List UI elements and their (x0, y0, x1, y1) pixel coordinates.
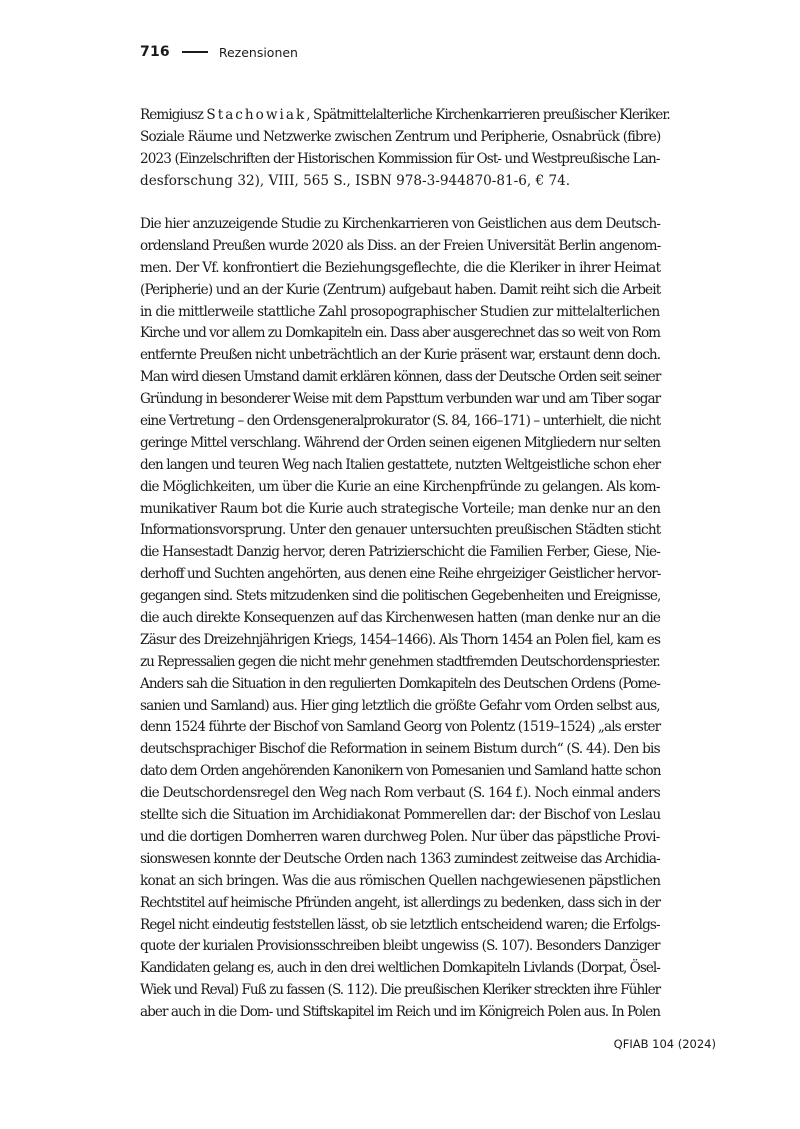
body-line: Gründung in besonderer Weise mit dem Papsttum verbunden war und am Tiber sogar (140, 391, 661, 408)
citation-text: , Spätmittelalterliche Kirchenkarrieren preußischer Kleriker. (306, 107, 670, 123)
section-label: Rezensionen (218, 44, 298, 60)
body-line: Anders sah die Situation in den regulierten Domkapiteln des Deutschen Ordens (Pome- (140, 675, 660, 692)
body-line: zu Repressalien gegen die nicht mehr genehmen stadtfremden Deutschordenspriester. (140, 653, 660, 670)
body-line: entfernte Preußen nicht unbeträchtlich an der Kurie präsent war, erstaunt denn doch. (140, 347, 661, 364)
body-line: gegangen sind. Stets mitzudenken sind die politischen Gegebenheiten und Ereignisse, (140, 588, 661, 605)
body-line: Informationsvorsprung. Unter den genauer untersuchten preußischen Städten sticht (140, 522, 661, 539)
running-head (140, 44, 298, 60)
body-line: stellte sich die Situation im Archidiakonat Pommerellen dar: der Bischof von Leslau (140, 807, 661, 824)
header-rule (182, 51, 208, 53)
body-line: Rechtstitel auf heimische Pfründen angeht, ist allerdings zu bedenken, dass sich in der (140, 894, 661, 911)
body-line: und die dortigen Domherren waren durchweg Polen. Nur über das päpstliche Provi- (140, 828, 660, 845)
body-line: die auch direkte Konsequenzen auf das Kirchenwesen hatten (man denke nur an die (140, 610, 661, 627)
body-line: denn 1524 führte der Bischof von Samland Georg von Polentz (1519–1524) „als erster (140, 719, 661, 736)
body-line: quote der kurialen Provisionsschreiben bleibt ungewiss (S. 107). Besonders Danziger (140, 938, 660, 955)
body-line: die Deutschordensregel den Weg nach Rom verbaut (S. 164 f.). Noch einmal anders (140, 785, 661, 802)
citation-line: desforschung 32), VIII, 565 S., ISBN 978-3-944870-81-6, € 74. (140, 172, 571, 189)
body-line: Kandidaten gelang es, auch in den drei weltlichen Domkapiteln Livlands (Dorpat, Ösel- (140, 960, 660, 977)
body-line: derhoff und Suchten angehörten, aus denen eine Reihe ehrgeiziger Geistlicher hervor- (140, 566, 661, 583)
body-line: Kirche und vor allem zu Domkapiteln ein. Dass aber ausgerechnet das so weit von Rom (140, 325, 660, 342)
body-line: sionswesen konnte der Deutsche Orden nach 1363 zumindest zeitweise das Archidia- (140, 850, 660, 867)
body-line: Wiek und Reval) Fuß zu fassen (S. 112). Die preußischen Kleriker streckten ihre Fühler (140, 982, 661, 999)
body-line: Die hier anzuzeigende Studie zu Kirchenkarrieren von Geistlichen aus dem Deutsch- (140, 216, 661, 232)
body-line: Regel nicht eindeutig feststellen lässt, ob sie letztlich entscheidend waren; die Erfolgs- (140, 916, 660, 933)
author-last-name: Stachowiak (206, 107, 307, 123)
body-line: munikativer Raum bot die Kurie auch strategische Vorteile; man denke nur an den (140, 500, 661, 517)
body-line: konat an sich bringen. Was die aus römischen Quellen nachgewiesenen päpstlichen (140, 872, 661, 889)
review-body (140, 214, 660, 1024)
author-first-name: Remigiusz (140, 107, 204, 123)
body-line: dato dem Orden angehörenden Kanonikern von Pomesanien und Samland hatte schon (140, 763, 661, 780)
body-line: die Möglichkeiten, um über die Kurie an eine Kirchenpfründe zu gelangen. Als kom- (140, 478, 660, 495)
citation-line (140, 105, 670, 127)
body-line: aber auch in die Dom- und Stiftskapitel im Reich und im Königreich Polen aus. In Polen (140, 1004, 661, 1021)
body-line: (Peripherie) und an der Kurie (Zentrum) aufgebaut haben. Damit reiht sich die Arbeit (140, 281, 661, 298)
body-line: Zäsur des Dreizehnjährigen Kriegs, 1454–1466). Als Thorn 1454 an Polen fiel, kam es (140, 631, 661, 648)
review-citation (140, 105, 670, 193)
page-number: 716 (140, 44, 170, 60)
journal-footer: QFIAB 104 (2024) (613, 1037, 716, 1051)
body-line: den langen und teuren Weg nach Italien gestattete, nutzten Weltgeistliche schon eher (140, 456, 661, 473)
body-line: in die mittlerweile stattliche Zahl prosopographischer Studien zur mittelalterlichen (140, 303, 660, 320)
body-line: eine Vertretung – den Ordensgeneralprokurator (S. 84, 166–171) – unterhielt, die nicht (140, 413, 661, 430)
body-line: ordensland Preußen wurde 2020 als Diss. an der Freien Universität Berlin angenom- (140, 237, 661, 254)
body-line: geringe Mittel verschlang. Während der Orden seinen eigenen Mitgliedern nur selten (140, 434, 661, 451)
body-line: men. Der Vf. konfrontiert die Beziehungsgeflechte, die die Kleriker in ihrer Heimat (140, 259, 661, 276)
citation-line: 2023 (Einzelschriften der Historischen Kommission für Ost- und Westpreußische Lan- (140, 150, 660, 167)
body-line: deutschsprachiger Bischof die Reformation in seinem Bistum durch“ (S. 44). Den bis (140, 741, 660, 758)
body-line: Man wird diesen Umstand damit erklären können, dass der Deutsche Orden seit seiner (140, 369, 661, 386)
citation-line: Soziale Räume und Netzwerke zwischen Zentrum und Peripherie, Osnabrück (fibre) (140, 128, 661, 145)
body-line: die Hansestadt Danzig hervor, deren Patrizierschicht die Familien Ferber, Giese, Nie- (140, 544, 660, 561)
body-line: sanien und Samland) aus. Hier ging letztlich die größte Gefahr vom Orden selbst aus, (140, 697, 660, 714)
